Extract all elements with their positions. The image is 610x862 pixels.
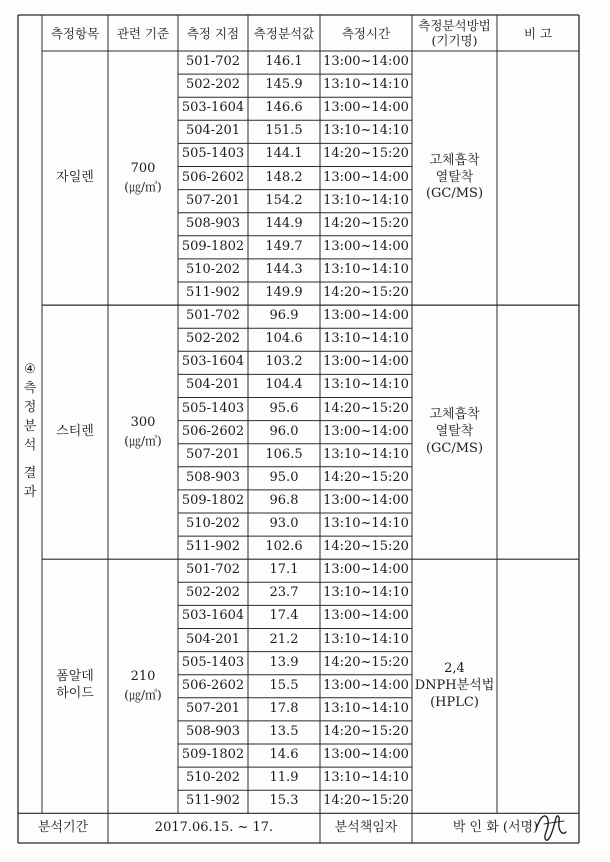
time-cell: 14:20~15:20 xyxy=(323,215,409,231)
site-cell: 501-702 xyxy=(185,54,241,70)
value-cell: 17.1 xyxy=(269,562,299,578)
site-cell: 502-202 xyxy=(185,585,241,601)
value-cell: 13.9 xyxy=(269,654,299,670)
value-cell: 148.2 xyxy=(265,169,303,185)
time-cell: 13:10~14:10 xyxy=(323,261,409,277)
value-cell: 15.5 xyxy=(269,677,299,693)
time-cell: 13:10~14:10 xyxy=(323,331,409,347)
time-cell: 13:00~14:00 xyxy=(323,423,409,439)
site-cell: 511-902 xyxy=(185,793,241,809)
value-cell: 106.5 xyxy=(265,446,303,462)
time-cell: 13:10~14:10 xyxy=(323,631,409,647)
site-cell: 510-202 xyxy=(185,516,241,532)
header-time: 측정시간 xyxy=(341,25,391,41)
time-cell: 14:20~15:20 xyxy=(323,723,409,739)
site-cell: 502-202 xyxy=(185,331,241,347)
signature-mark xyxy=(530,806,572,846)
value-cell: 151.5 xyxy=(265,123,303,139)
site-cell: 504-201 xyxy=(185,631,241,647)
time-cell: 14:20~15:20 xyxy=(323,793,409,809)
standard-unit: (㎍/㎥) xyxy=(124,179,162,194)
value-cell: 149.9 xyxy=(265,285,303,301)
time-cell: 13:00~14:00 xyxy=(323,238,409,254)
method-cell: 고체흡착 열탈착 (GC/MS) xyxy=(425,406,484,456)
standard-cell xyxy=(108,51,178,305)
time-cell: 14:20~15:20 xyxy=(323,146,409,162)
site-cell: 509-1802 xyxy=(181,238,245,254)
time-cell: 14:20~15:20 xyxy=(323,539,409,555)
value-cell: 95.0 xyxy=(269,469,299,485)
standard-value: 300 xyxy=(130,415,156,431)
site-cell: 511-902 xyxy=(185,539,241,555)
site-cell: 503-1604 xyxy=(181,354,245,370)
time-cell: 13:00~14:00 xyxy=(323,354,409,370)
time-cell: 13:00~14:00 xyxy=(323,308,409,324)
site-cell: 508-903 xyxy=(185,469,241,485)
site-cell: 510-202 xyxy=(185,261,241,277)
method-cell: 고체흡착 열탈착 (GC/MS) xyxy=(425,152,484,202)
method-cell: 2,4 DNPH분석법 (HPLC) xyxy=(414,660,495,710)
section-char: 분 xyxy=(23,418,37,434)
time-cell: 13:10~14:10 xyxy=(323,123,409,139)
value-cell: 14.6 xyxy=(269,747,299,763)
value-cell: 146.1 xyxy=(265,54,303,70)
section-char: 측 xyxy=(23,381,37,397)
header-method: 측정분석방법 (기기명) xyxy=(418,18,491,48)
site-cell: 501-702 xyxy=(185,308,241,324)
site-cell: 503-1604 xyxy=(181,100,245,116)
standard-value: 210 xyxy=(130,669,156,685)
value-cell: 154.2 xyxy=(265,192,303,208)
header-remark: 비 고 xyxy=(523,25,553,41)
time-cell: 13:10~14:10 xyxy=(323,446,409,462)
value-cell: 17.4 xyxy=(269,608,299,624)
value-cell: 102.6 xyxy=(265,539,303,555)
site-cell: 510-202 xyxy=(185,770,241,786)
value-cell: 96.9 xyxy=(269,308,299,324)
time-cell: 13:10~14:10 xyxy=(323,585,409,601)
value-cell: 144.3 xyxy=(265,261,303,277)
site-cell: 507-201 xyxy=(185,192,241,208)
footer-analyst-label: 분석책임자 xyxy=(334,819,398,835)
value-cell: 21.2 xyxy=(269,631,299,647)
time-cell: 13:00~14:00 xyxy=(323,608,409,624)
value-cell: 23.7 xyxy=(269,585,299,601)
standard-unit: (㎍/㎥) xyxy=(124,433,162,448)
footer-period-label: 분석기간 xyxy=(37,819,89,835)
time-cell: 13:10~14:10 xyxy=(323,377,409,393)
value-cell: 17.8 xyxy=(269,700,299,716)
site-cell: 507-201 xyxy=(185,700,241,716)
section-char: 과 xyxy=(23,485,37,501)
value-cell: 11.9 xyxy=(269,770,299,786)
site-cell: 504-201 xyxy=(185,123,241,139)
value-cell: 95.6 xyxy=(269,400,299,416)
site-cell: 505-1403 xyxy=(181,654,245,670)
time-cell: 13:00~14:00 xyxy=(323,677,409,693)
item-name: 자일렌 xyxy=(56,169,94,185)
remark-cell xyxy=(497,559,579,813)
site-cell: 506-2602 xyxy=(181,423,245,439)
site-cell: 501-702 xyxy=(185,562,241,578)
section-char: 정 xyxy=(23,399,37,415)
site-cell: 503-1604 xyxy=(181,608,245,624)
header-site: 측정 지점 xyxy=(186,25,240,41)
value-cell: 144.9 xyxy=(265,215,303,231)
value-cell: 15.3 xyxy=(269,793,299,809)
site-cell: 511-902 xyxy=(185,285,241,301)
time-cell: 13:00~14:00 xyxy=(323,562,409,578)
value-cell: 144.1 xyxy=(265,146,303,162)
site-cell: 508-903 xyxy=(185,723,241,739)
value-cell: 93.0 xyxy=(269,516,299,532)
time-cell: 14:20~15:20 xyxy=(323,654,409,670)
value-cell: 13.5 xyxy=(269,723,299,739)
section-label xyxy=(18,51,42,813)
value-cell: 103.2 xyxy=(265,354,303,370)
time-cell: 13:10~14:10 xyxy=(323,770,409,786)
value-cell: 146.6 xyxy=(265,100,303,116)
time-cell: 13:00~14:00 xyxy=(323,169,409,185)
value-cell: 96.8 xyxy=(269,492,299,508)
item-name: 폼알데 하이드 xyxy=(56,669,94,702)
site-cell: 502-202 xyxy=(185,77,241,93)
footer-analyst-name: 박 인 화 (서명) xyxy=(452,819,539,835)
time-cell: 14:20~15:20 xyxy=(323,469,409,485)
header-standard: 관련 기준 xyxy=(116,25,170,41)
value-cell: 149.7 xyxy=(265,238,303,254)
time-cell: 13:00~14:00 xyxy=(323,54,409,70)
item-name: 스티렌 xyxy=(56,423,94,439)
time-cell: 13:10~14:10 xyxy=(323,192,409,208)
time-cell: 13:00~14:00 xyxy=(323,747,409,763)
site-cell: 508-903 xyxy=(185,215,241,231)
standard-value: 700 xyxy=(130,160,156,176)
remark-cell xyxy=(497,51,579,305)
time-cell: 13:00~14:00 xyxy=(323,100,409,116)
footer-period-value: 2017.06.15. ~ 17. xyxy=(154,819,274,835)
site-cell: 505-1403 xyxy=(181,146,245,162)
value-cell: 104.4 xyxy=(265,377,303,393)
site-cell: 506-2602 xyxy=(181,677,245,693)
site-cell: 509-1802 xyxy=(181,747,245,763)
site-cell: 507-201 xyxy=(185,446,241,462)
standard-unit: (㎍/㎥) xyxy=(124,687,162,702)
header-value: 측정분석값 xyxy=(253,25,315,41)
section-char: 석 xyxy=(23,437,37,453)
remark-cell xyxy=(497,305,579,559)
time-cell: 13:00~14:00 xyxy=(323,492,409,508)
site-cell: 506-2602 xyxy=(181,169,245,185)
value-cell: 104.6 xyxy=(265,331,303,347)
value-cell: 145.9 xyxy=(265,77,303,93)
header-item: 측정항목 xyxy=(50,25,100,41)
time-cell: 14:20~15:20 xyxy=(323,285,409,301)
standard-cell xyxy=(108,305,178,559)
value-cell: 96.0 xyxy=(269,423,299,439)
site-cell: 505-1403 xyxy=(181,400,245,416)
standard-cell xyxy=(108,559,178,813)
site-cell: 504-201 xyxy=(185,377,241,393)
site-cell: 509-1802 xyxy=(181,492,245,508)
time-cell: 13:10~14:10 xyxy=(323,700,409,716)
time-cell: 13:10~14:10 xyxy=(323,77,409,93)
section-char: 결 xyxy=(23,466,37,482)
time-cell: 14:20~15:20 xyxy=(323,400,409,416)
section-number: ④ xyxy=(24,362,36,378)
time-cell: 13:10~14:10 xyxy=(323,516,409,532)
